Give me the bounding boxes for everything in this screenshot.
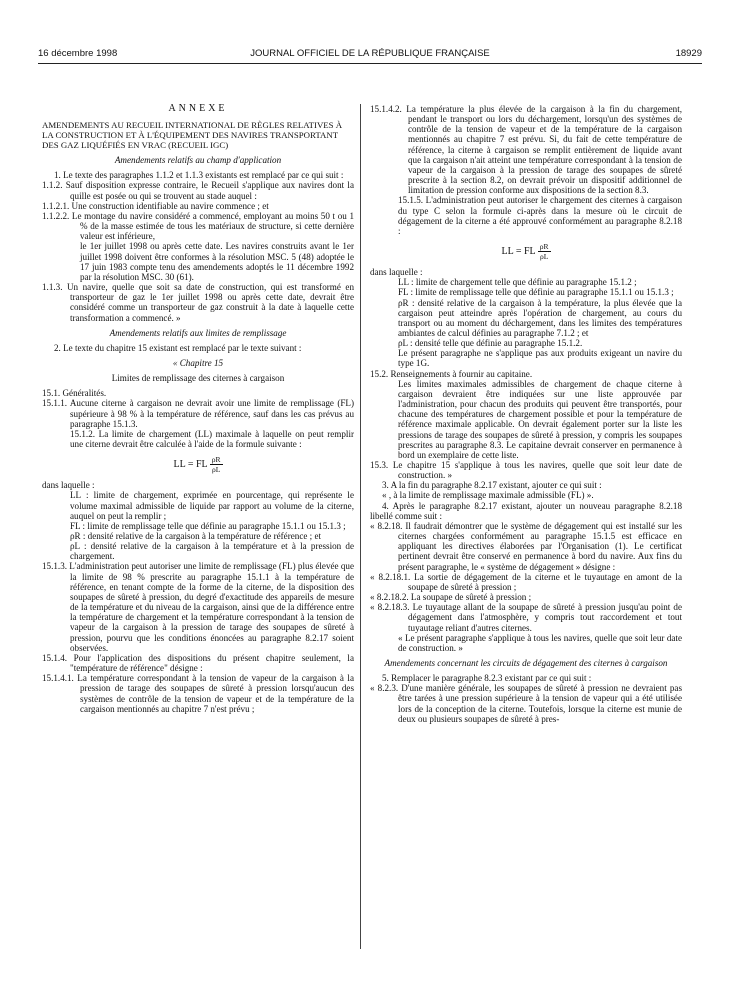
paragraph-15-1-1: 15.1.1. Aucune citerne à cargaison ne devrait avoir une limite de remplissage (FL) supérieure à 98 % à la température de référence, sauf dans les cas prévus au paragraphe 15.1.3. <box>42 398 354 429</box>
paragraph-8-2-18-scope: « Le présent paragraphe s'applique à tous les navires, quelle que soit leur date de construction. » <box>398 632 682 653</box>
paragraph-15-1-4-2: 15.1.4.2. La température la plus élevée de la cargaison à la fin du chargement, pendant le transport ou lors du déchargement, lorsqu'un des systèmes de contrôle de la tension de vapeur et de la température de la cargaison mentionnés au chapitre 7 est prévu. Si, du fait de cette température de référence, la citerne à cargaison se remplit entièrement de liquide avant que la cargaison n'ait atteint une température correspondant à la tension de vapeur de la cargaison à la pression de tarage des soupapes de sûreté prescrite à la section 8.2, on devrait prévoir un dispositif additionnel de limitation de pression conforme aux dispositions de la section 8.3. <box>370 104 682 196</box>
dans-laquelle-right: dans laquelle : <box>370 267 423 278</box>
amendments-title: AMENDEMENTS AU RECUEIL INTERNATIONAL DE RÈGLES RELATIVES À LA CONSTRUCTION ET À L'ÉQUIPEMENT DES NAVIRES TRANSPORTANT DES GAZ LIQUÉFIÉS EN VRAC (RECUEIL IGC) <box>42 120 343 151</box>
header-page-number: 18929 <box>675 48 702 59</box>
paragraph-5: 5. Remplacer le paragraphe 8.2.3 existant par ce qui suit : <box>382 673 592 684</box>
formula-denominator-right: ρL <box>539 252 549 262</box>
definition-rhor-right: ρR : densité relative de la cargaison à la température, la plus élevée que la cargaison peut atteindre après l'opération de chargement, au cours du transport ou au moment du déchargement, dans les limites des températures ambiantes de calcul définies au paragraphe 7.1.2 ; et <box>398 297 682 338</box>
paragraph-8-2-18: « 8.2.18. Il faudrait démontrer que le système de dégagement qui est installé sur les citernes chargées conformément au paragraphe 15.1.5 est efficace en appliquant les directives élaborées par l'Organisation (1). Le certificat pertinent devrait être conservé en permanence à bord du navire. Aux fins du présent paragraphe, le « système de dégagement » désigne : <box>370 520 682 572</box>
formula-lhs-right: LL = FL <box>501 245 536 257</box>
dans-laquelle-left: dans laquelle : <box>42 480 95 491</box>
formula-numerator: ρR <box>211 455 221 465</box>
paragraph-8-2-18-2: « 8.2.18.2. La soupape de sûreté à pression ; <box>370 592 532 603</box>
section-heading-limites: Amendements relatifs aux limites de remplissage <box>109 327 287 338</box>
paragraph-15-1-2: 15.1.2. La limite de chargement (LL) maximale à laquelle on peut remplir une citerne devrait être calculée à l'aide de la formule suivante : <box>70 428 354 450</box>
paragraph-8-2-3: « 8.2.3. D'une manière générale, les soupapes de sûreté à pression ne devraient pas être tarées à une pression supérieure à la tension de vapeur qui a été utilisée lors de la conception de la citerne. Toutefois, lorsque la citerne est munie de deux ou plusieurs soupapes de sûreté à pres- <box>370 683 682 724</box>
definition-rhol-left: ρL : densité relative de la cargaison à la température et à la pression de chargement. <box>70 541 354 562</box>
formula-numerator-right: ρR <box>539 242 549 252</box>
paragraph-4: 4. Après le paragraphe 8.2.17 existant, ajouter un nouveau paragraphe 8.2.18 libellé comme suit : <box>370 500 682 521</box>
paragraph-1-1-2: 1.1.2. Sauf disposition expresse contraire, le Recueil s'applique aux navires dont la quille est posée ou qui se trouvent au stade auquel : <box>42 180 354 201</box>
paragraph-1-1-2-2: 1.1.2.2. Le montage du navire considéré a commencé, employant au moins 50 t ou 1 % de la masse estimée de tous les matériaux de structure, si cette dernière valeur est inférieure, <box>42 210 354 242</box>
formula-denominator: ρL <box>211 465 221 475</box>
paragraph-1g-note: Le présent paragraphe ne s'applique pas aux produits exigeant un navire du type 1G. <box>398 348 682 369</box>
section-heading-circuits: Amendements concernant les circuits de dégagement des citernes à cargaison <box>384 657 668 668</box>
paragraph-3-text: « , à la limite de remplissage maximale admissible (FL) ». <box>382 490 594 501</box>
formula-left <box>42 455 354 474</box>
definition-fl-left: FL : limite de remplissage telle que définie au paragraphe 15.1.1 ou 15.1.3 ; <box>70 520 346 531</box>
paragraph-15-1-5: 15.1.5. L'administration peut autoriser le chargement des citernes à cargaison du type C selon la formule ci-après dans la mesure où le circuit de dégagement de la citerne a été approuvé conformément au paragraphe 8.2.18 : <box>398 195 682 236</box>
right-column <box>370 104 682 724</box>
left-column <box>42 104 354 714</box>
header-date: 16 décembre 1998 <box>38 48 118 59</box>
formula-lhs: LL = FL <box>173 459 208 471</box>
chapter-heading: « Chapitre 15 <box>172 357 224 368</box>
annexe-heading: ANNEXE <box>168 103 228 114</box>
definition-ll-left: LL : limite de chargement, exprimée en pourcentage, qui représente le volume maximal admissible de liquide par rapport au volume de la citerne, auquel on peut la remplir ; <box>70 490 354 521</box>
paragraph-15-2: 15.2. Renseignements à fournir au capitaine. <box>370 368 533 379</box>
header-rule <box>38 63 702 64</box>
paragraph-2: 2. Le texte du chapitre 15 existant est remplacé par le texte suivant : <box>54 342 302 353</box>
definition-rhor-left: ρR : densité relative de la cargaison à la température de référence ; et <box>70 531 322 541</box>
paragraph-1-1-2-1: 1.1.2.1. Une construction identifiable au navire commence ; et <box>42 200 269 211</box>
paragraph-3: 3. A la fin du paragraphe 8.2.17 existant, ajouter ce qui suit : <box>382 480 602 491</box>
formula-right <box>370 242 682 261</box>
paragraph-15-1-4-1: 15.1.4.1. La température correspondant à la tension de vapeur de la cargaison à la pression de tarage des soupapes de sûreté à pression lorsqu'aucun des systèmes de contrôle de la tension de vapeur et de la température de la cargaison mentionnés au chapitre 7 n'est prévu ; <box>42 673 354 714</box>
formula-fraction-right <box>538 242 551 261</box>
chapter-title: Limites de remplissage des citernes à cargaison <box>111 373 285 384</box>
paragraph-1-1-3: 1.1.3. Un navire, quelle que soit sa date de construction, qui est transformé en transporteur de gaz le 1er juillet 1998 ou après cette date, devrait être considéré comme un transporteur de gaz construit à la date à laquelle cette transformation a commencé. » <box>42 282 354 323</box>
paragraph-15-1: 15.1. Généralités. <box>42 388 107 399</box>
header-journal-title: JOURNAL OFFICIEL DE LA RÉPUBLIQUE FRANÇAISE <box>250 48 490 59</box>
paragraph-8-2-18-1: « 8.2.18.1. La sortie de dégagement de la citerne et le tuyautage en amont de la soupape de sûreté à pression ; <box>370 571 682 592</box>
definition-rhol-right: ρL : densité telle que définie au paragraphe 15.1.2. <box>398 338 583 349</box>
definition-ll-right: LL : limite de chargement telle que définie au paragraphe 15.1.2 ; <box>398 277 637 288</box>
paragraph-15-2-body: Les limites maximales admissibles de chargement de chaque citerne à cargaison devraient être indiquées sur une liste approuvée par l'administration, pour chacun des produits qui peuvent être transportés, pour chacune des températures de chargement possible et pour la température de référence maximale applicable. On devrait également porter sur la liste les pressions de tarage des soupapes de sûreté à pression, y compris les soupapes prescrites au paragraphe 8.3. Le capitaine devrait conserver en permanence à bord un exemplaire de cette liste. <box>398 378 682 460</box>
page-header <box>38 46 702 62</box>
section-heading-champ: Amendements relatifs au champ d'application <box>114 155 282 166</box>
paragraph-15-1-3: 15.1.3. L'administration peut autoriser une limite de remplissage (FL) plus élevée que la limite de 98 % prescrite au paragraphe 15.1.1 à la température de référence, en tenant compte de la forme de la citerne, de la disposition des soupapes de sûreté à pression, du degré d'exactitude des appareils de mesure de la température et du niveau de la cargaison, ainsi que de la différence entre la température de chargement et la température correspondant à la tension de vapeur de la cargaison à la pression de tarage des soupapes de sûreté à pression, pourvu que les conditions énoncées au paragraphe 8.2.17 soient observées. <box>42 561 354 653</box>
paragraph-15-1-4: 15.1.4. Pour l'application des dispositions du présent chapitre seulement, la "température de référence" désigne : <box>42 652 354 674</box>
formula-fraction <box>210 455 223 474</box>
paragraph-15-3: 15.3. Le chapitre 15 s'applique à tous les navires, quelle que soit leur date de construction. » <box>370 460 682 481</box>
column-divider <box>360 104 361 949</box>
paragraph-1-1-2-2-cont: le 1er juillet 1998 ou après cette date. Les navires construits avant le 1er juillet 1998 doivent être conformes à la résolution MSC. 5 (48) adoptée le 17 juin 1983 compte tenu des amendements adoptés le 11 décembre 1992 par la résolution MSC. 30 (61). <box>80 241 354 282</box>
paragraph-1: 1. Le texte des paragraphes 1.1.2 et 1.1.3 existants est remplacé par ce qui suit : <box>54 170 344 181</box>
paragraph-8-2-18-3: « 8.2.18.3. Le tuyautage allant de la soupape de sûreté à pression jusqu'au point de dégagement dans l'atmosphère, y compris tout raccordement et tout tuyautage reliant d'autres citernes. <box>370 602 682 633</box>
definition-fl-right: FL : limite de remplissage telle que définie au paragraphe 15.1.1 ou 15.1.3 ; <box>398 287 674 298</box>
